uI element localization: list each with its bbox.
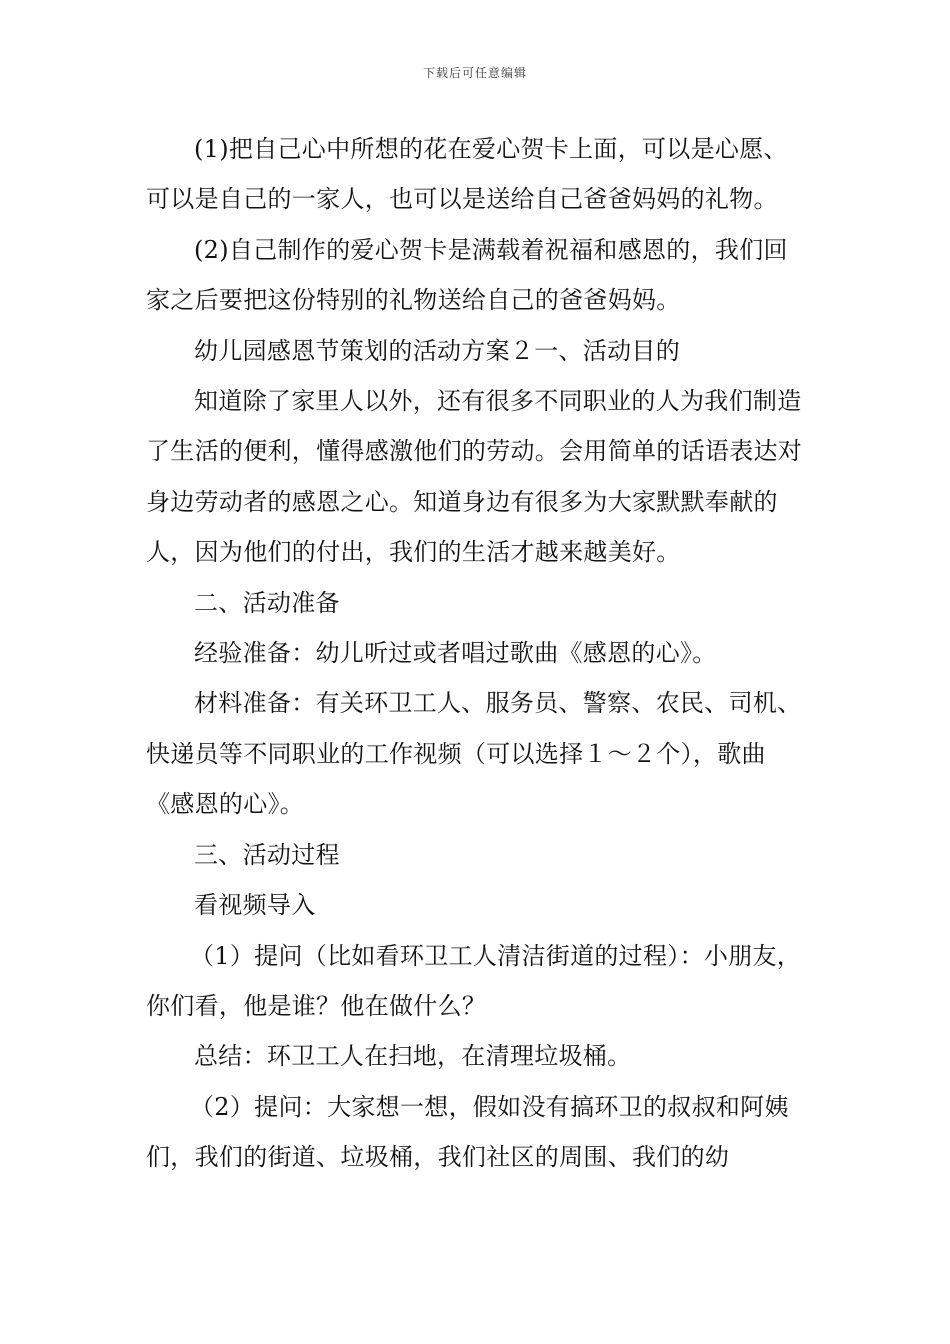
paragraph: （1）提问（比如看环卫工人清洁街道的过程）：小朋友，你们看，他是谁？他在做什么？	[146, 941, 802, 1020]
paragraph: 看视频导入	[194, 891, 316, 920]
paragraph: 知道除了家里人以外，还有很多不同职业的人为我们制造了生活的便利，懂得感激他们的劳动。会用简单的话语表达对身边劳动者的感恩之心。知道身边有很多为大家默默奉献的人，因为他们的付出，我们的生活才越来越美好。	[146, 387, 803, 567]
paragraph: 材料准备：有关环卫工人、服务员、警察、农民、司机、快递员等不同职业的工作视频（可以选择１～２个），歌曲《感恩的心》。	[146, 689, 802, 819]
paragraph: 幼儿园感恩节策划的活动方案２一、活动目的	[194, 336, 680, 365]
page-header: 下载后可任意编辑	[422, 66, 527, 80]
paragraph: (2)自己制作的爱心贺卡是满载着祝福和感恩的，我们回家之后要把这份特别的礼物送给自己的爸爸妈妈。	[146, 235, 788, 315]
paragraph: 经验准备：幼儿听过或者唱过歌曲《感恩的心》。	[194, 639, 717, 668]
section-heading: 三、活动过程	[194, 840, 340, 869]
document-body	[146, 124, 810, 1183]
paragraph: (1)把自己心中所想的花在爱心贺卡上面，可以是心愿、可以是自己的一家人，也可以是送给自己爸爸妈妈的礼物。	[146, 135, 788, 214]
paragraph: 总结：环卫工人在扫地，在清理垃圾桶。	[194, 1042, 632, 1071]
paragraph: （2）提问：大家想一想，假如没有搞环卫的叔叔和阿姨们，我们的街道、垃圾桶，我们社区的周围、我们的幼	[146, 1092, 789, 1172]
section-heading: 二、活动准备	[194, 588, 340, 617]
